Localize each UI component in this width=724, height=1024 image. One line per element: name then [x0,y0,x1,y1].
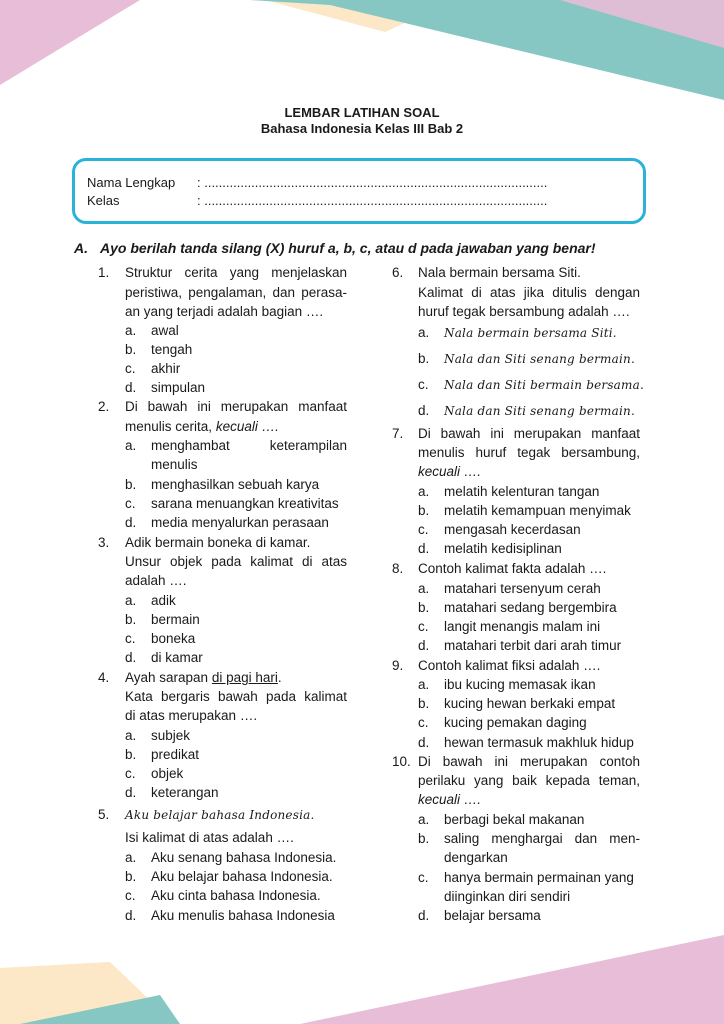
option-a[interactable]: a. awal [125,323,179,338]
name-field[interactable]: : ............................................................................................... [197,175,548,190]
option-b[interactable]: b. matahari sedang bergembira [418,600,617,615]
name-label: Nama Lengkap [87,175,176,190]
question-text: Contoh kalimat fakta adalah …. [418,561,607,576]
question-number: 4. [98,670,110,685]
option-d[interactable]: d. media menyalurkan perasaan [125,515,329,530]
option-b[interactable]: b. tengah [125,342,193,357]
option-c[interactable]: c. boneka [125,631,196,646]
question-number: 3. [98,535,110,550]
option-b[interactable]: b. kucing hewan berkaki empat [418,696,616,711]
option-a[interactable]: a. matahari tersenyum cerah [418,581,601,596]
option-d[interactable]: d. simpulan [125,380,206,395]
section-a-heading [74,240,596,256]
question-text: menulis cerita, kecuali …. [125,419,279,434]
class-row [87,193,547,209]
option-b[interactable]: b. predikat [125,747,200,762]
question-text: Ayah sarapan di pagi hari. [125,670,282,685]
question-text: peristiwa, pengalaman, dan perasa- [125,285,347,300]
option-a[interactable]: a. ibu kucing memasak ikan [418,677,596,692]
worksheet-subtitle: Bahasa Indonesia Kelas III Bab 2 [260,121,464,136]
question-number: 7. [392,426,404,441]
question-text: Di bawah ini merupakan contoh [418,754,640,769]
option-b[interactable]: b. Aku belajar bahasa Indonesia. [125,869,333,884]
question-text: Struktur cerita yang menjelaskan [125,265,347,280]
name-row [87,175,547,191]
option-d[interactable]: d. Aku menulis bahasa Indonesia [125,908,335,923]
underlined-phrase: di pagi hari [211,670,278,685]
question-text: Adik bermain boneka di kamar. [125,535,311,550]
identity-box [72,158,646,224]
question-text: Nala bermain bersama Siti. [418,265,581,280]
option-a[interactable]: a. adik [125,593,176,608]
question-number: 8. [392,561,404,576]
question-number: 10. [392,754,411,769]
question-text: Kata bergaris bawah pada kalimat [125,689,347,704]
option-b[interactable]: b. Nala dan Siti senang bermain. [418,351,635,366]
question-text: menulis huruf tegak bersambung, [418,445,640,460]
question-text: Kalimat di atas jika ditulis dengan [418,285,640,300]
option-d[interactable]: d. belajar bersama [418,908,541,923]
worksheet-header [0,105,724,137]
option-a[interactable]: a. melatih kelenturan tangan [418,484,600,499]
question-text: an yang terjadi adalah bagian …. [125,304,324,319]
pink-triangle-top-left [0,0,140,85]
class-field[interactable]: : ............................................................................................... [197,193,548,208]
question-text: Contoh kalimat fiksi adalah …. [418,658,601,673]
option-b[interactable]: b. saling menghargai dan men- [418,831,640,846]
question-text: Di bawah ini merupakan manfaat [125,399,347,414]
question-text: Di bawah ini merupakan manfaat [418,426,640,441]
option-d[interactable]: d. keterangan [125,785,219,800]
question-number: 6. [392,265,404,280]
option-c[interactable]: c. hanya bermain permainan yang [418,870,634,885]
pink-shape-bottom-right [300,935,724,1024]
class-label: Kelas [87,193,120,208]
option-d[interactable]: d. hewan termasuk makhluk hidup [418,735,634,750]
option-c[interactable]: c. Nala dan Siti bermain bersama. [418,377,644,392]
question-text: Unsur objek pada kalimat di atas [125,554,347,569]
section-letter: A. [74,240,88,256]
option-c[interactable]: c. mengasah kecerdasan [418,522,581,537]
section-instruction: Ayo berilah tanda silang (X) huruf a, b, c, atau d pada jawaban yang benar! [100,240,596,256]
question-number: 5. [98,807,110,822]
option-d[interactable]: d. Nala dan Siti senang bermain. [418,403,635,418]
question-text: perilaku yang baik kepada teman, [418,773,640,788]
option-b[interactable]: b. melatih kemampuan menyimak [418,503,631,518]
question-number: 2. [98,399,110,414]
option-c[interactable]: c. sarana menuangkan kreativitas [125,496,339,511]
option-c[interactable]: c. kucing pemakan daging [418,715,587,730]
question-text: huruf tegak bersambung adalah …. [418,304,630,319]
option-c[interactable]: c. akhir [125,361,181,376]
option-a-continuation: menulis [151,457,198,472]
option-a[interactable]: a. berbagi bekal makanan [418,812,585,827]
option-d[interactable]: d. matahari terbit dari arah timur [418,638,622,653]
question-text: kecuali …. [418,792,482,807]
question-text: di atas merupakan …. [125,708,258,723]
question-text: adalah …. [125,573,187,588]
option-a[interactable]: a. Nala bermain bersama Siti. [418,325,617,340]
option-c[interactable]: c. Aku cinta bahasa Indonesia. [125,888,321,903]
option-b-continuation: dengarkan [444,850,508,865]
option-c[interactable]: c. objek [125,766,184,781]
option-d[interactable]: d. di kamar [125,650,203,665]
worksheet-title: LEMBAR LATIHAN SOAL [284,105,440,120]
option-c[interactable]: c. langit menangis malam ini [418,619,601,634]
question-number: 1. [98,265,110,280]
option-b[interactable]: b. menghasilkan sebuah karya [125,477,320,492]
question-text: Isi kalimat di atas adalah …. [125,830,294,845]
option-b[interactable]: b. bermain [125,612,200,627]
cursive-sentence: Aku belajar bahasa Indonesia. [125,808,315,822]
option-a[interactable]: a. subjek [125,728,191,743]
option-c-continuation: diinginkan diri sendiri [444,889,571,904]
option-d[interactable]: d. melatih kedisiplinan [418,541,562,556]
question-number: 9. [392,658,404,673]
question-text: kecuali …. [418,464,482,479]
option-a[interactable]: a. menghambat keterampilan [125,438,347,453]
option-a[interactable]: a. Aku senang bahasa Indonesia. [125,850,337,865]
